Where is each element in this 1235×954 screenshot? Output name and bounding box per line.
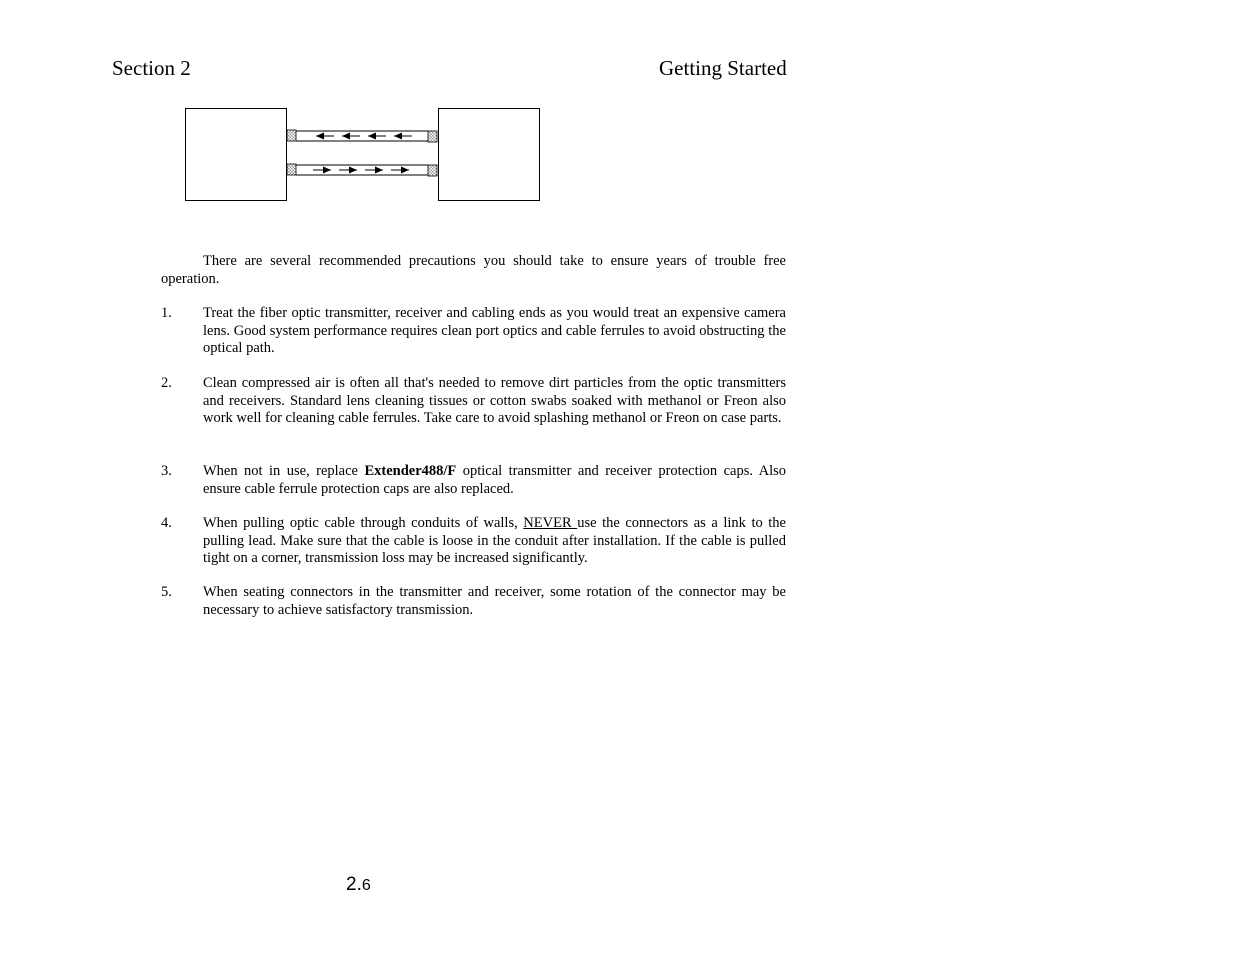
right-device-box — [439, 109, 540, 201]
list-item-text-after: use the connectors as a link to the pulling lead. Make sure that the cable is loose in the conduit after installation. If the cable is pulled tight on a corner, transmission loss may be increased significantly. — [203, 515, 786, 566]
list-item-text-after: optical transmitter and receiver protection caps. Also ensure cable ferrule protection caps are also replaced. — [203, 463, 787, 497]
list-item — [161, 305, 786, 358]
list-item-text-before: When not in use, replace — [203, 463, 365, 479]
list-item-text-before: When pulling optic cable through conduits of walls, — [203, 515, 524, 531]
list-item — [161, 463, 786, 498]
page-number — [346, 874, 371, 897]
connector-icon — [428, 165, 437, 176]
page-number-minor: 6 — [361, 877, 371, 894]
connector-icon — [428, 131, 437, 142]
list-item-number: 5. — [161, 584, 172, 600]
left-device-box — [186, 109, 287, 201]
connector-icon — [287, 164, 296, 175]
bottom-fiber-cable — [296, 165, 428, 175]
connector-icon — [287, 130, 296, 141]
list-item-number: 4. — [161, 515, 172, 531]
page-number-major: 2. — [346, 874, 362, 895]
list-item-text: Treat the fiber optic transmitter, receiver and cabling ends as you would treat an expensive camera lens. Good system performance requires clean port optics and cable ferrules to avoid obstructing the optical path. — [203, 305, 786, 356]
top-fiber-cable — [296, 131, 428, 141]
section-title: Section 2 — [112, 56, 191, 80]
product-name: Extender488/F — [364, 463, 457, 479]
list-item-text — [203, 515, 786, 568]
list-item-number: 2. — [161, 375, 172, 391]
list-item-number: 3. — [161, 463, 172, 479]
fiber-link-diagram — [0, 0, 600, 220]
warning-emphasis: NEVER — [523, 515, 578, 531]
intro-paragraph: There are several recommended precautions you should take to ensure years of trouble free operation. — [161, 253, 786, 287]
list-item — [161, 515, 786, 568]
list-item-text: Clean compressed air is often all that's needed to remove dirt particles from the optic transmitters and receivers. Standard lens cleaning tissues or cotton swabs soaked with methanol or Freon also work well for cleaning cable ferrules. Take care to avoid splashing methanol or Freon on case parts. — [203, 375, 786, 426]
list-item — [161, 584, 786, 619]
list-item-text: When seating connectors in the transmitter and receiver, some rotation of the connector may be necessary to achieve satisfactory transmission. — [203, 584, 786, 618]
list-item-number: 1. — [161, 305, 172, 321]
list-item-text — [203, 463, 786, 498]
chapter-title: Getting Started — [659, 56, 787, 80]
list-item — [161, 375, 786, 428]
